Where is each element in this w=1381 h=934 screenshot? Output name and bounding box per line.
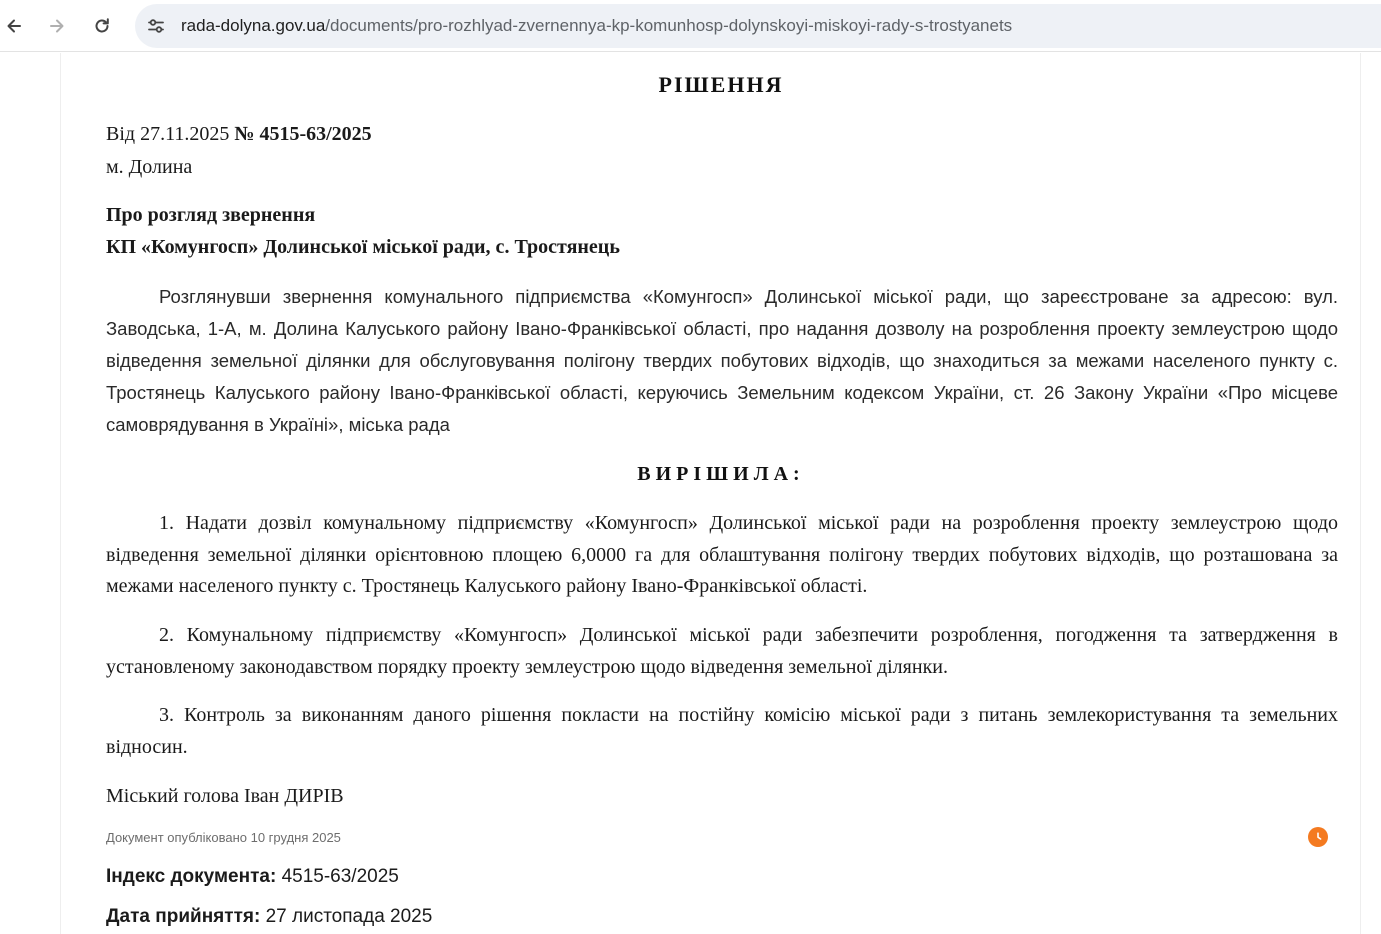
back-arrow-icon <box>4 16 24 36</box>
url-text[interactable] <box>181 16 1012 36</box>
document-date-line <box>106 123 372 146</box>
document-preamble: Розглянувши звернення комунального підприємства «Комунгосп» Долинської міської ради, що зареєстроване за адресою: вул. Заводська, 1-А, м. Долина Калуського району Івано-Франківської області, про надання дозволу на розроблення проекту землеустрою щодо відведення земельної ділянки для обслуговування полігону твердих побутових відходів, що знаходиться за межами населеного пункту с. Тростянець Калуського району Івано-Франківської області, керуючись Земельним кодексом України, ст. 26 Закону України «Про місцеве самоврядування в Україні», міська рада <box>106 286 1338 435</box>
document-number: № 4515-63/2025 <box>234 123 372 145</box>
published-date: Документ опубліковано 10 грудня 2025 <box>106 830 341 845</box>
document-adopted-value: 27 листопада 2025 <box>265 906 433 927</box>
document-index-label: Індекс документа: <box>106 866 277 887</box>
address-bar[interactable] <box>135 4 1381 48</box>
clock-icon <box>1311 830 1325 844</box>
reload-button[interactable] <box>84 8 120 44</box>
document-signature: Міський голова Іван ДИРІВ <box>106 785 344 807</box>
browser-toolbar <box>0 0 1381 52</box>
document-subject-line-1: Про розгляд звернення <box>106 204 316 226</box>
document-index-value: 4515-63/2025 <box>281 866 399 887</box>
decision-heading: ВИРІШИЛА: <box>637 463 805 485</box>
forward-button[interactable] <box>39 8 75 44</box>
document-title: РІШЕННЯ <box>658 72 784 97</box>
decision-item-1: 1. Надати дозвіл комунальному підприємству «Комунгосп» Долинської міської ради на розроблення проекту землеустрою щодо відведення земельної ділянки орієнтовною площею 6,0000 га для облаштування полігону твердих побутових відходів, що розташована за межами населеного пункту с. Тростянець Калуського району Івано-Франківської області. <box>106 512 1338 597</box>
history-button[interactable] <box>1308 827 1328 847</box>
decision-item-3: 3. Контроль за виконанням даного рішення покласти на постійну комісію міської ради з питань землекористування та земельних відносин. <box>106 704 1338 758</box>
site-info-button[interactable] <box>141 11 171 41</box>
document-adopted <box>106 906 432 928</box>
url-host: rada-dolyna.gov.ua <box>181 16 326 35</box>
document-subject-line-2: КП «Комунгосп» Долинської міської ради, с. Тростянець <box>106 236 620 258</box>
document-adopted-label: Дата прийняття: <box>106 906 261 927</box>
document-city: м. Долина <box>106 156 193 178</box>
back-button[interactable] <box>0 8 32 44</box>
url-path: /documents/pro-rozhlyad-zvernennya-kp-komunhosp-dolynskoyi-miskoyi-rady-s-trostyanets <box>325 16 1013 35</box>
document-date: Від 27.11.2025 <box>106 123 235 145</box>
site-settings-icon <box>147 17 165 35</box>
forward-arrow-icon <box>47 16 67 36</box>
document-index <box>106 866 399 888</box>
reload-icon <box>92 16 112 36</box>
decision-item-2: 2. Комунальному підприємству «Комунгосп» Долинської міської ради забезпечити розроблення, погодження та затвердження в установленому законодавством порядку проекту землеустрою щодо відведення земельної ділянки. <box>106 624 1338 678</box>
